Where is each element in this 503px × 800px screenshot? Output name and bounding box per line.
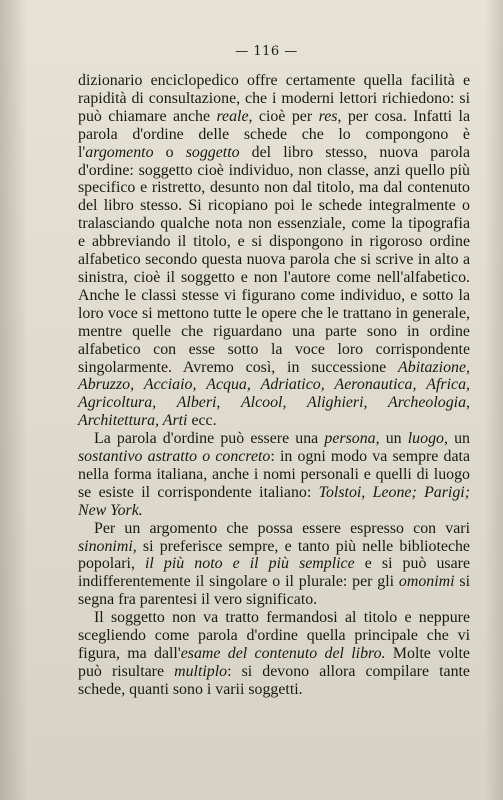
text-run: del libro stesso, nuova parola d'ordine: soggetto cioè individuo, non classe, anzi quello più specifico e ristretto, desunto non dal titolo, ma dal contenuto del libro stesso. Si ricopiano poi le schede integralmente o tralasciando qualche nota non essenziale, come la tipografia e abbreviando il titolo, e si dispongono in rigoroso ordine alfabetico secondo questa nuova parola che si scrive in alto a sinistra, cioè il soggetto e non l'autore come nell'alfabetico. Anche le classi stesse vi figurano come individuo, e sotto la loro voce si mettono tutte le opere che le trattano in generale, mentre quelle che riguardano una parte sono in ordine alfabetico con esse sotto la voce loro corrispondente singolarmente. Avremo così, in successione <box>78 143 471 376</box>
text-run: La parola d'ordine può essere una <box>94 430 325 448</box>
text-run: Per un argomento che possa essere espresso con vari <box>94 519 470 537</box>
text-run: Molte volte può risultare <box>78 645 470 680</box>
italic-text: esame del contenuto del libro. <box>180 645 386 662</box>
italic-text: sinonimi <box>78 537 133 555</box>
paragraph <box>78 520 470 610</box>
text-run: Il soggetto non va tratto fermandosi al titolo e neppure scegliendo come parola d'ordine quella principale che vi figura, ma dall' <box>78 609 470 662</box>
text-run: , si preferisce sempre, e tanto più nelle biblioteche popolari, <box>78 537 470 573</box>
italic-text: il più noto e il più semplice <box>145 555 355 573</box>
text-run: ecc. <box>187 412 217 430</box>
text-run: , per cosa. Infatti la parola d'ordine delle schede che lo compongono è l' <box>78 107 470 161</box>
italic-text: luogo <box>407 430 444 448</box>
italic-text: multiplo <box>174 662 228 680</box>
body-text <box>78 72 470 699</box>
italic-text: persona <box>324 430 376 448</box>
page-number: — 116 — <box>235 44 298 59</box>
text-run: , cioè per <box>248 107 319 125</box>
italic-text: argomento <box>85 143 154 161</box>
paragraph <box>78 430 470 520</box>
text-run: , un <box>375 430 408 448</box>
text-run: o <box>153 143 186 161</box>
italic-text: soggetto <box>185 143 240 161</box>
italic-text: reale <box>216 107 249 125</box>
text-run: si segna fra parentesi il vero significato. <box>78 573 470 609</box>
text-run: e si può usare indifferentemente il singolare o il plurale: per gli <box>78 555 471 591</box>
italic-text: res <box>318 107 338 125</box>
text-run: : si devono allora compilare tante schede, quanti sono i varii soggetti. <box>78 662 470 698</box>
italic-text: Abitazione, Abruzzo, Acciaio, Acqua, Adriatico, Aeronautica, Africa, Agricoltura, Alberi, Alcool, Alighieri, Archeologia, Architettura, Arti <box>78 358 470 430</box>
text-run: dizionario enciclopedico offre certamente quella facilità e rapidità di consultazione, che i moderni lettori richiedono: si può chiamare anche <box>78 72 470 125</box>
paragraph <box>78 609 470 699</box>
text-run: : in ogni modo va sempre data nella forma italiana, anche i nomi personali e quelli di luogo se esiste il corrispondente italiano: <box>78 448 470 501</box>
italic-text: omonimi <box>398 573 455 591</box>
paragraph <box>78 72 470 430</box>
text-run: , un <box>443 430 470 448</box>
italic-text: Tolstoi, Leone; Parigi; New York. <box>78 483 470 519</box>
italic-text: sostantivo astratto o concreto <box>78 448 271 466</box>
